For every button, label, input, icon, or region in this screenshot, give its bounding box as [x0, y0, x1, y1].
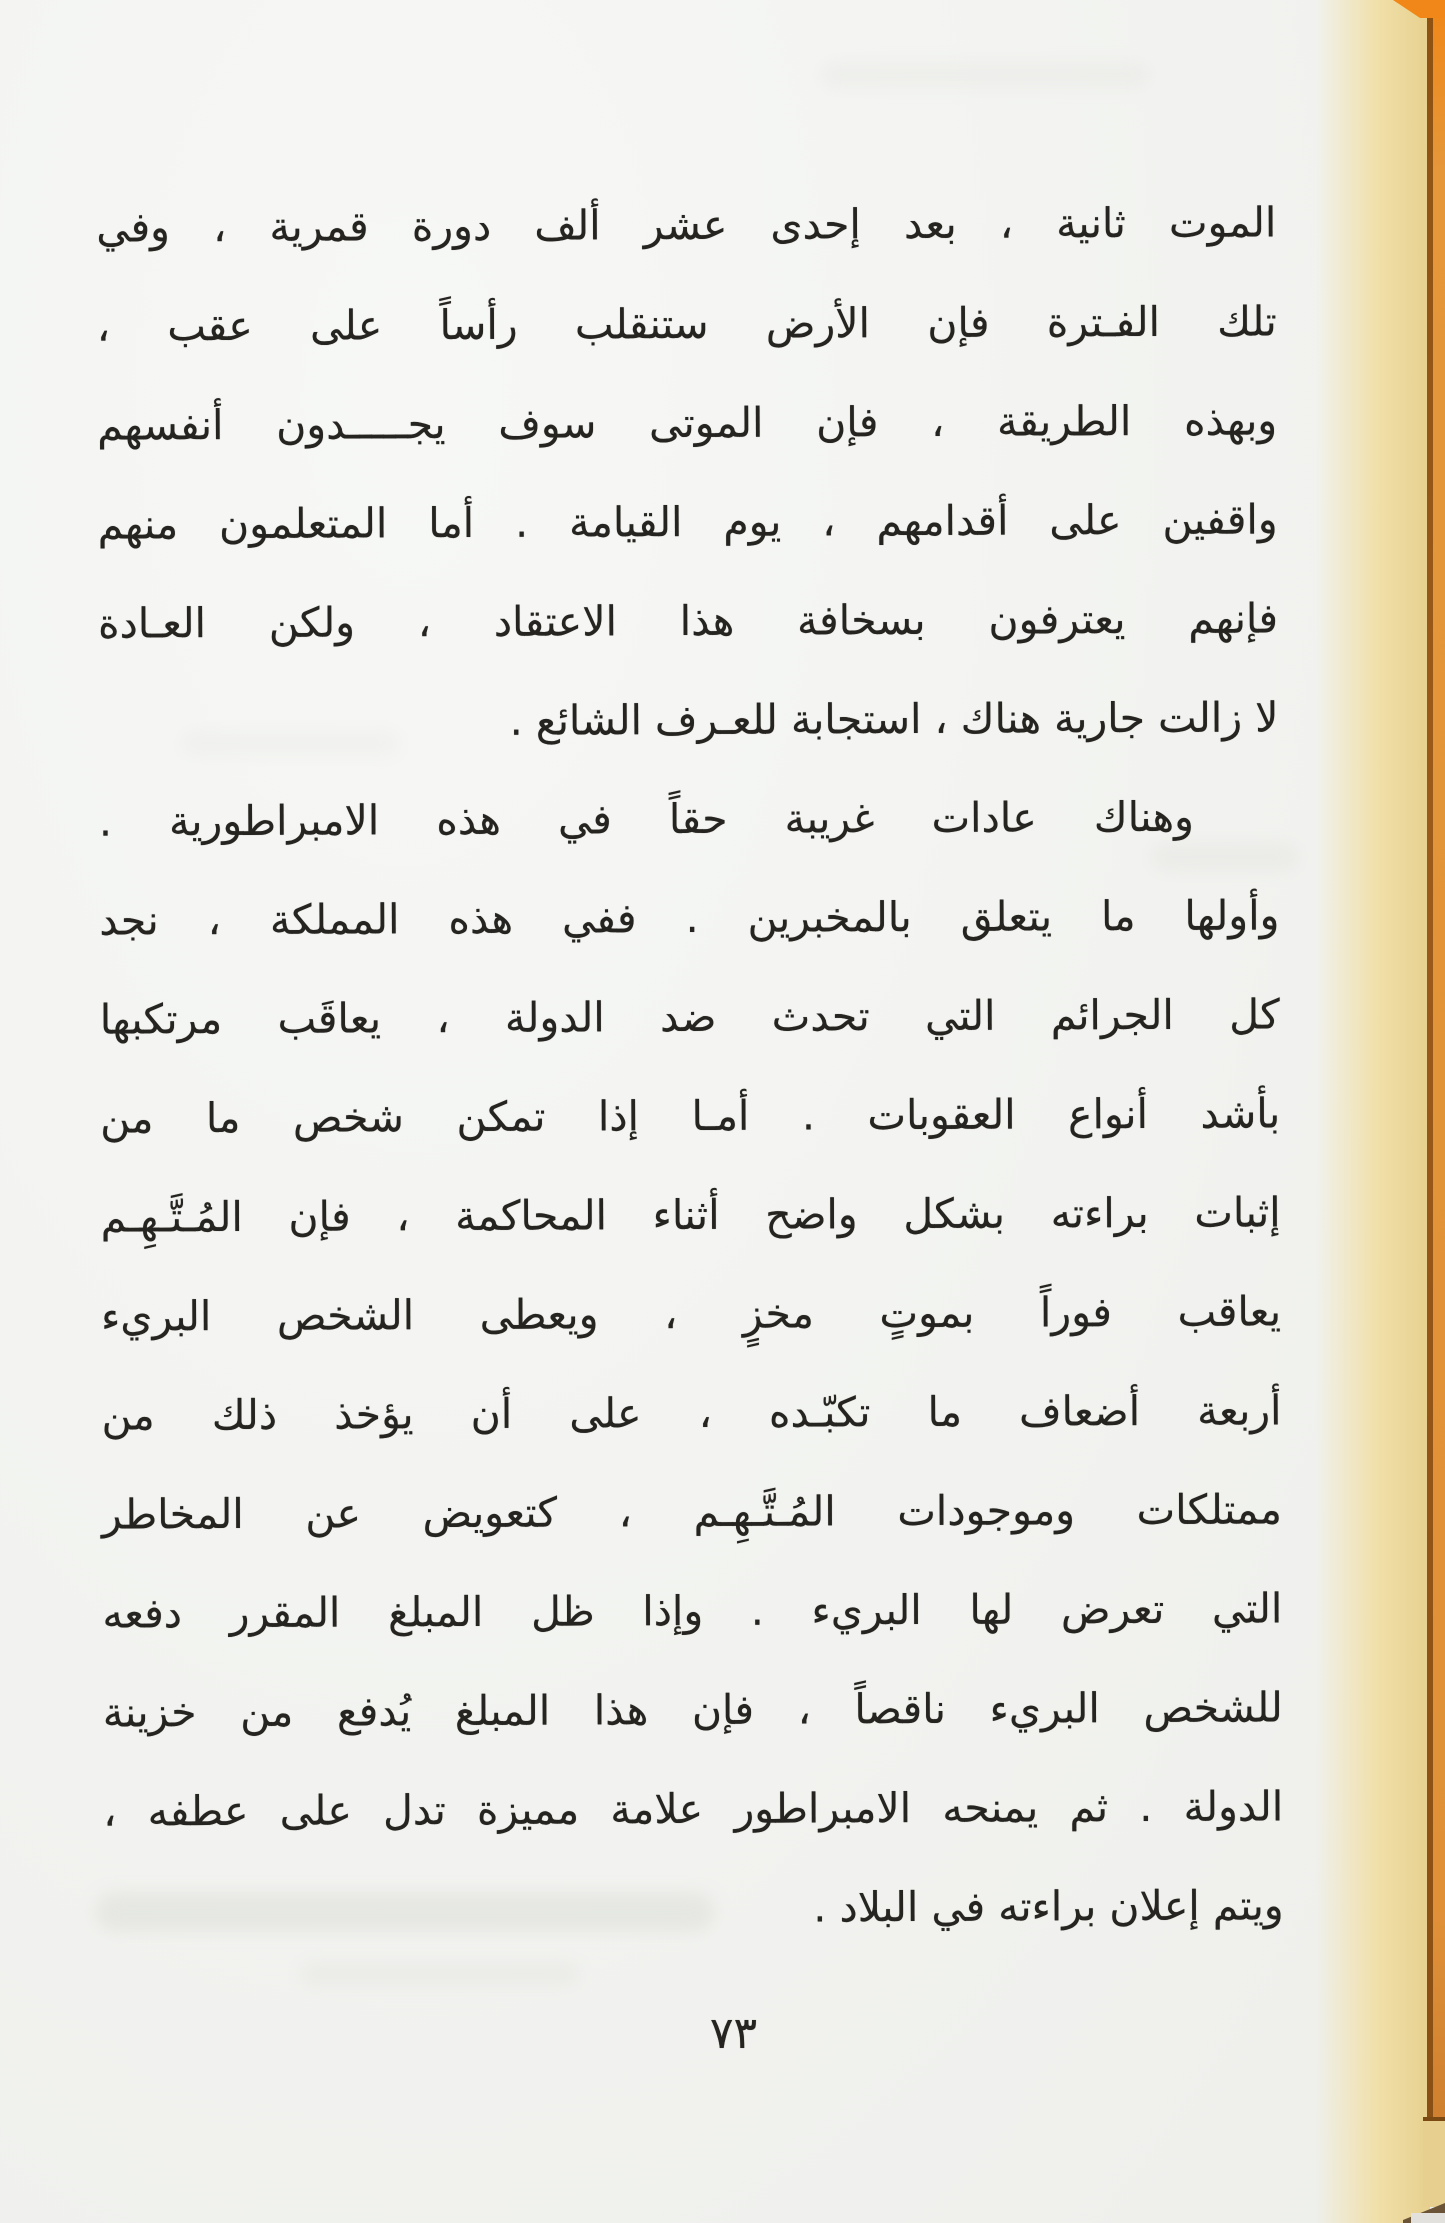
- text-line: وهناك عادات غريبة حقاً في هذه الامبراطورية .: [98, 792, 1195, 846]
- text-line: كل الجرائم التي تحدث ضد الدولة ، يعاقَب مرتكبها: [99, 990, 1280, 1044]
- body-text: [96, 173, 1284, 1960]
- text-line: الموت ثانية ، بعد إحدى عشر ألف دورة قمرية ، وفي: [96, 198, 1277, 252]
- text-line: الدولة . ثم يمنحه الامبراطور علامة مميزة تدل على عطفه ،: [103, 1782, 1284, 1836]
- text-line: بأشد أنواع العقوبات . أمـا إذا تمكن شخص ما من: [100, 1089, 1281, 1143]
- text-line: إثبات براءته بشكل واضح أثناء المحاكمة ، فإن المُـتَّـهِـم: [100, 1188, 1281, 1242]
- text-line: وأولها ما يتعلق بالمخبرين . ففي هذه المملكة ، نجد: [99, 891, 1280, 945]
- cover-edge-strip: [1433, 0, 1445, 2120]
- text-line: فإنهم يعترفون بسخافة هذا الاعتقاد ، ولكن العـادة: [97, 594, 1279, 648]
- show-through-smudge: [820, 62, 1150, 88]
- text-line: وبهذه الطريقة ، فإن الموتى سوف يجـــــدون أنفسهم: [97, 396, 1278, 450]
- page-stack-edge: [1315, 0, 1430, 2223]
- page-number: ٧٣: [709, 2008, 758, 2059]
- text-line: التي تعرض لها البريء . وإذا ظل المبلغ المقرر دفعه: [102, 1584, 1283, 1638]
- scanner-background-corner: [1411, 2213, 1445, 2223]
- text-line: ويتم إعلان براءته في البلاد .: [813, 1881, 1284, 1932]
- text-line: تلك الفـترة فإن الأرض ستنقلب رأساً على عقب ،: [96, 297, 1277, 351]
- text-line: يعاقب فوراً بموتٍ مخزٍ ، ويعطى الشخص البريء: [100, 1287, 1282, 1341]
- page-stack-edge-bottom: [1423, 2121, 1445, 2207]
- show-through-smudge: [300, 1962, 580, 1986]
- text-line: لا زالت جارية هناك ، استجابة للعـرف الشائع .: [509, 693, 1279, 745]
- text-line: واقفين على أقدامهم ، يوم القيامة . أما المتعلمون منهم: [97, 495, 1278, 549]
- text-line: للشخص البريء ناقصاً ، فإن هذا المبلغ يُدفع من خزينة: [102, 1683, 1283, 1737]
- text-line: أربعة أضعاف ما تكبّـده ، على أن يؤخذ ذلك من: [101, 1386, 1282, 1440]
- text-line: ممتلكات وموجودات المُـتَّـهِـم ، كتعويض عن المخاطر: [101, 1485, 1283, 1539]
